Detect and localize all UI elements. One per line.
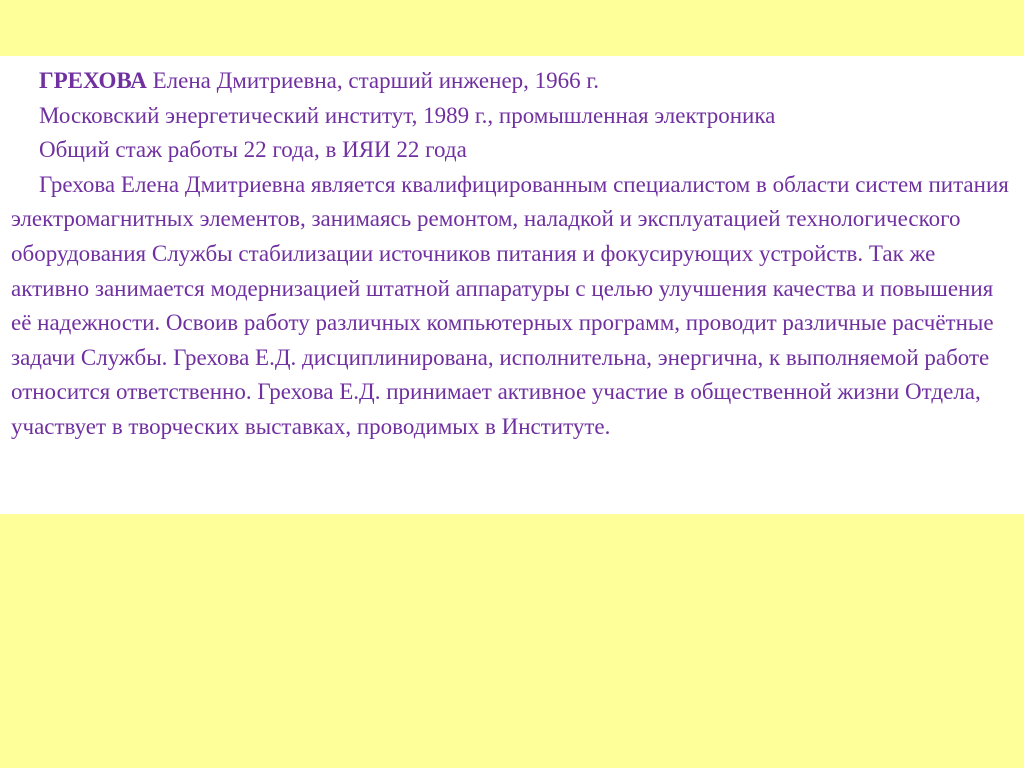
description-paragraph: Грехова Елена Дмитриевна является квалифицированным специалистом в области систем питания электромагнитных элементов, занимаясь ремонтом, наладкой и эксплуатацией технологического оборудования Службы стабилизации источников питания и фокусирующих устройств. Так же активно занимается модернизацией штатной аппаратуры с целью улучшения качества и повышения её надежности. Освоив работу различных компьютерных программ, проводит различные расчётные задачи Службы. Грехова Е.Д. дисциплинирована, исполнительна, энергична, к выполняемой работе относится ответственно. Грехова Е.Д. принимает активное участие в общественной жизни Отдела, участвует в творческих выставках, проводимых в Институте. bbox=[11, 171, 1009, 439]
header-line bbox=[11, 64, 1019, 99]
bio-text bbox=[11, 64, 1019, 445]
surname: ГРЕХОВА bbox=[39, 68, 147, 93]
text-panel bbox=[0, 56, 1024, 514]
education-line: Московский энергетический институт, 1989 г., промышленная электроника bbox=[39, 102, 776, 128]
experience-line: Общий стаж работы 22 года, в ИЯИ 22 года bbox=[39, 137, 467, 163]
name-position-year: Елена Дмитриевна, старший инженер, 1966 г. bbox=[146, 68, 599, 93]
